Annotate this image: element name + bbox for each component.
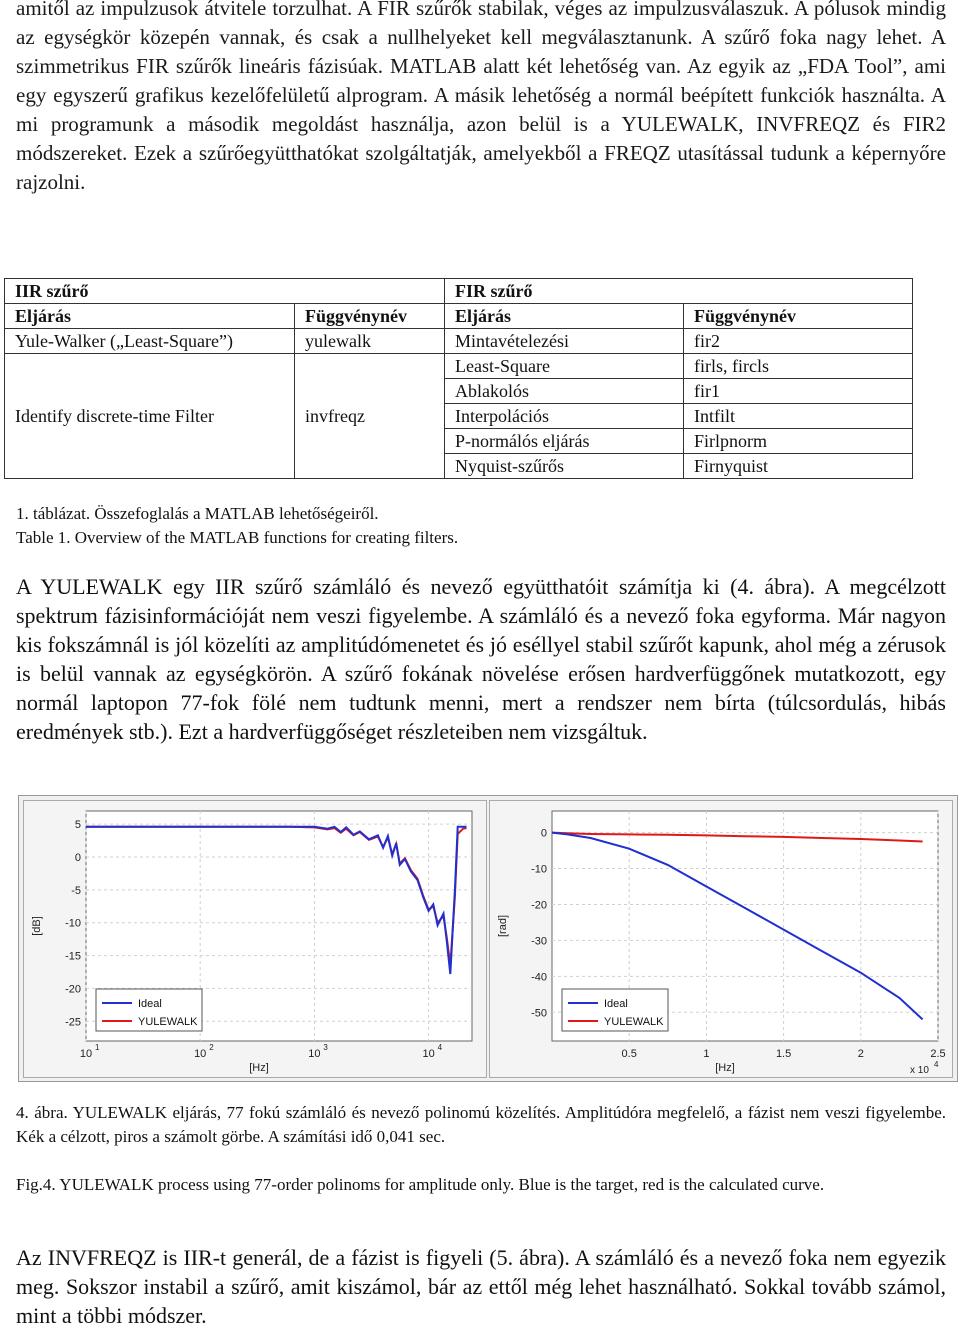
table-cell: Mintavételezési xyxy=(445,329,684,354)
intro-paragraph: amitől az impulzusok átvitele torzulhat. A FIR szűrők stabilak, véges az impulzusválaszuk. A pólusok mindig az egységkör közepén vannak, és csak a nullhelyeket kell megválasztanunk. A szűrő foka nagy lehet. A szimmetrikus FIR szűrők lineáris fázisúak. MATLAB alatt két lehetőség van. Az egyik az „FDA Tool”, ami egy egyszerű grafikus kezelőfelületű alprogram. A másik lehetőség a normál beépített funkciók használta. A mi programunk a második megoldást használja, azon belül is a YULEWALK, INVFREQZ és FIR2 módszereket. Ezek a szűrőegyütthatókat szolgáltatják, amelyekből a FREQZ utasítással tudunk a képernyőre rajzolni. xyxy=(16,0,946,194)
legend-label: YULEWALK xyxy=(138,1016,198,1028)
figure-4 xyxy=(18,795,958,1082)
y-tick-label: -40 xyxy=(531,971,547,984)
table-cell: Firlpnorm xyxy=(684,429,913,454)
table-caption xyxy=(16,502,458,550)
x-axis-label: [Hz] xyxy=(715,1062,735,1074)
y-tick-label: -20 xyxy=(531,899,547,912)
table-row xyxy=(5,354,913,379)
filter-methods-table xyxy=(4,278,913,479)
table-cell: Firnyquist xyxy=(684,454,913,479)
x-tick-exponent: 4 xyxy=(437,1043,443,1052)
table-cell: Nyquist-szűrős xyxy=(445,454,684,479)
x-tick-label: 10 xyxy=(308,1048,321,1060)
table-cell: fir1 xyxy=(684,379,913,404)
table-cell: fir2 xyxy=(684,329,913,354)
legend-label: Ideal xyxy=(138,998,162,1010)
iir-function-header: Függvénynév xyxy=(295,304,445,329)
table-cell: yulewalk xyxy=(295,329,445,354)
table-cell: P-normálós eljárás xyxy=(445,429,684,454)
table-cell: Yule-Walker („Least-Square”) xyxy=(5,329,295,354)
y-tick-label: -10 xyxy=(531,863,547,876)
x-tick-exponent: 1 xyxy=(95,1043,100,1052)
figure-caption-hu: 4. ábra. YULEWALK eljárás, 77 fokú számláló és nevező polinomú közelítés. Amplitúdóra megfelelő, a fázist nem veszi figyelembe. Kék a célzott, piros a számolt görbe. A számítási idő 0,041 sec. xyxy=(16,1103,946,1146)
yulewalk-paragraph: A YULEWALK egy IIR szűrő számláló és nevező együtthatóit számítja ki (4. ábra). A megcélzott spektrum fázisinformációját nem veszi figyelembe. A számláló és a nevező foka egyforma. Már nagyon kis fokszámnál is jól közelíti az amplitúdómenetet és jó eséllyel stabil szűrőt kapunk, ahol még a zérusok is belül vannak az egységkörön. A szűrő fokának növelése erősen hardverfüggőnek mutatkozott, egy normál laptopon 77-fok fölé nem tudtunk menni, mert a rendszer nem bírta (túlcsordulás, hibás eredmények stb.). Ezt a hardverfüggőséget részleteiben nem vizsgáltuk. xyxy=(16,574,946,744)
x-multiplier: x 10 xyxy=(910,1065,929,1076)
table-cell: Interpolációs xyxy=(445,404,684,429)
table-cell: Least-Square xyxy=(445,354,684,379)
iir-method-header: Eljárás xyxy=(5,304,295,329)
x-tick-exponent: 3 xyxy=(323,1043,328,1052)
amplitude-plot xyxy=(24,801,486,1077)
table-caption-en: Table 1. Overview of the MATLAB functions for creating filters. xyxy=(16,528,459,547)
table-subheader-row xyxy=(5,304,913,329)
figure-caption-en: Fig.4. YULEWALK process using 77-order polinoms for amplitude only. Blue is the target, red is the calculated curve. xyxy=(16,1175,825,1194)
x-tick-exponent: 2 xyxy=(209,1043,214,1052)
fir-header: FIR szűrő xyxy=(445,279,913,304)
x-tick-label: 10 xyxy=(422,1048,435,1060)
y-tick-label: 0 xyxy=(540,827,547,840)
table-cell: Intfilt xyxy=(684,404,913,429)
x-tick-label: 1.5 xyxy=(775,1048,792,1060)
y-tick-label: 0 xyxy=(74,852,81,864)
table-row xyxy=(5,329,913,354)
y-tick-label: -10 xyxy=(65,917,81,930)
fir-method-header: Eljárás xyxy=(445,304,684,329)
y-axis-label: [rad] xyxy=(497,914,509,938)
legend-label: Ideal xyxy=(604,998,628,1010)
x-tick-label: 2 xyxy=(857,1048,864,1060)
x-tick-label: 0.5 xyxy=(621,1048,637,1060)
y-tick-label: -15 xyxy=(65,950,81,963)
y-tick-label: -30 xyxy=(531,935,547,948)
table-cell: Identify discrete-time Filter xyxy=(5,354,295,479)
x-tick-label: 10 xyxy=(79,1048,93,1060)
x-tick-label: 2.5 xyxy=(930,1048,946,1060)
y-tick-label: -50 xyxy=(531,1007,547,1020)
x-tick-label: 1 xyxy=(703,1048,710,1060)
table-cell: invfreqz xyxy=(295,354,445,479)
x-multiplier-exponent: 4 xyxy=(934,1060,939,1069)
table-cell: firls, fircls xyxy=(684,354,913,379)
table-caption-hu: 1. táblázat. Összefoglalás a MATLAB lehetőségeiről. xyxy=(16,504,379,523)
table-cell: Ablakolós xyxy=(445,379,684,404)
y-axis-label: [dB] xyxy=(31,916,43,936)
x-axis-label: [Hz] xyxy=(249,1062,269,1074)
iir-header: IIR szűrő xyxy=(5,279,445,304)
y-tick-label: -25 xyxy=(65,1016,81,1029)
legend-label: YULEWALK xyxy=(604,1016,664,1028)
fir-function-header: Függvénynév xyxy=(684,304,913,329)
y-tick-label: 5 xyxy=(74,819,81,832)
amplitude-plot-frame xyxy=(23,800,487,1078)
x-tick-label: 10 xyxy=(194,1048,207,1060)
y-tick-label: -5 xyxy=(71,884,81,897)
y-tick-label: -20 xyxy=(65,983,81,996)
invfreqz-paragraph: Az INVFREQZ is IIR-t generál, de a fázist is figyeli (5. ábra). A számláló és a nevező foka nem egyezik meg. Sokszor instabil a szűrő, amit kiszámol, bár az ettől még lehet használható. Sokkal tovább számol, mint a többi módszer. xyxy=(16,1245,946,1328)
table-header-row xyxy=(5,279,913,304)
phase-plot-frame xyxy=(489,800,953,1078)
phase-plot xyxy=(490,801,952,1077)
